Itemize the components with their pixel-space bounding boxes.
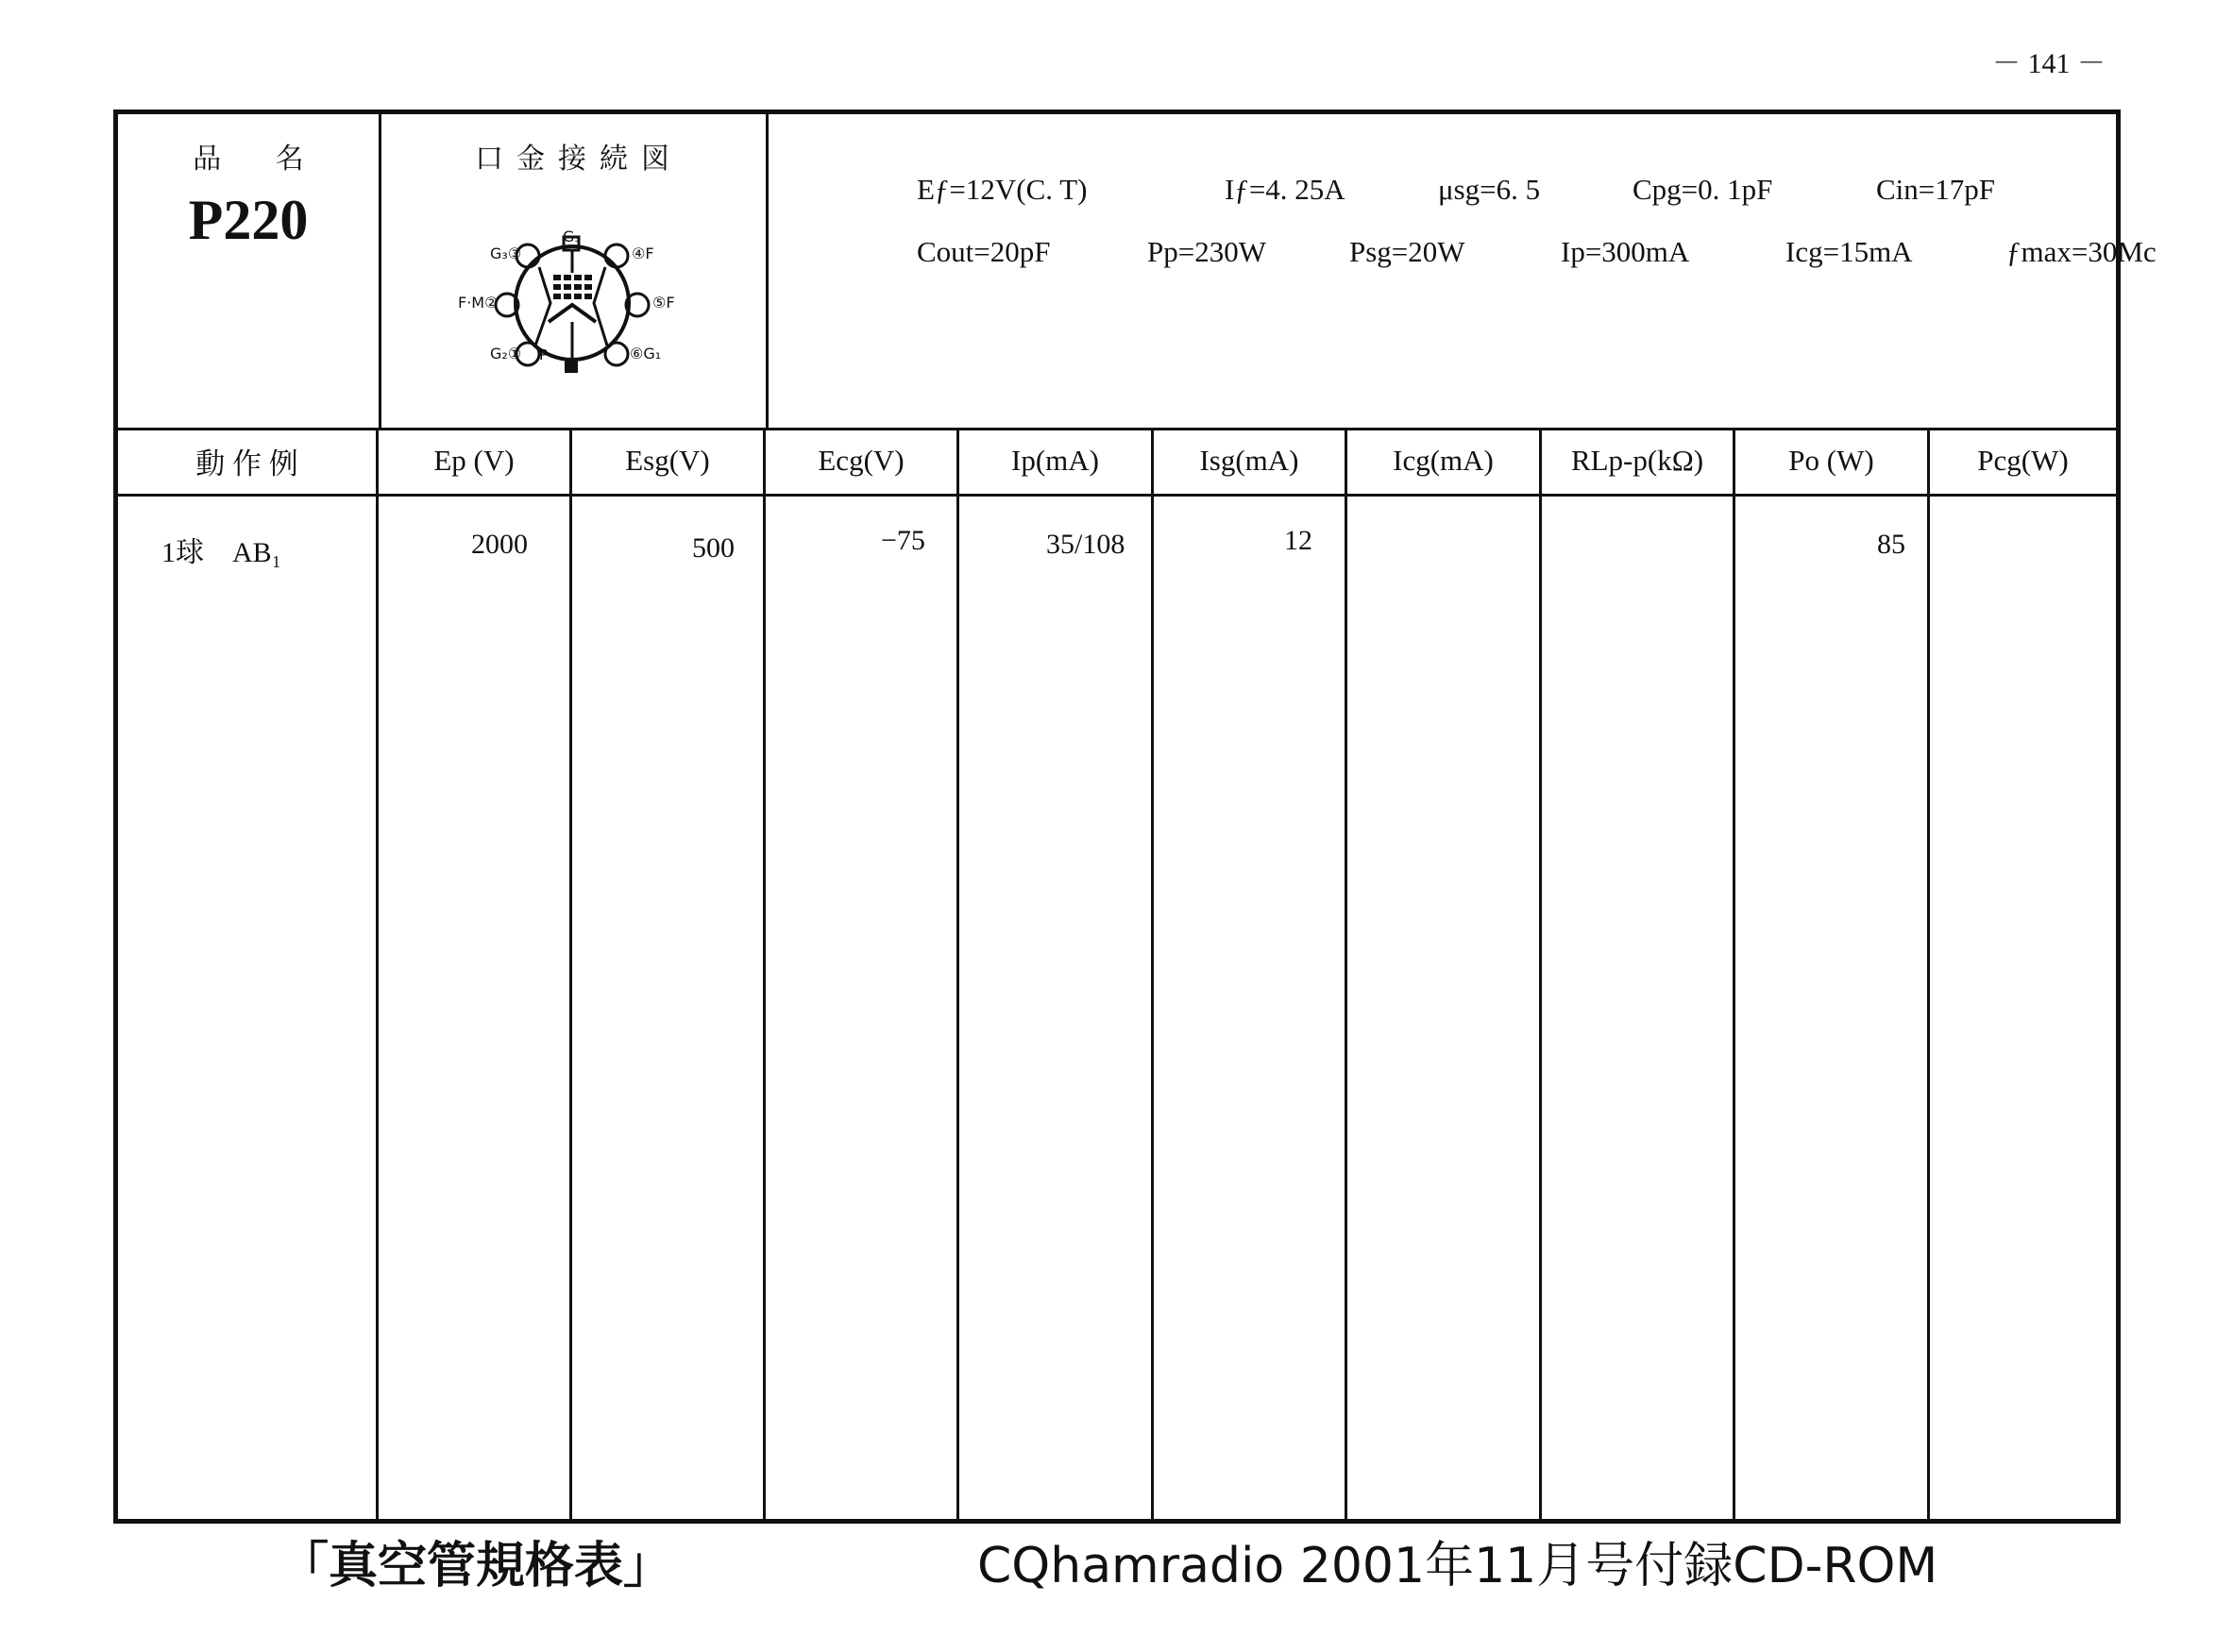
pin-label-2: F·M② [458, 294, 499, 312]
spec-cout: Cout=20pF [917, 235, 1051, 268]
cell-ecg [766, 497, 959, 1519]
tube-name: P220 [188, 189, 309, 251]
header-rl: RLp-p(kΩ) [1542, 428, 1735, 494]
base-diagram-cell [379, 114, 769, 428]
spec-pp: Pp=230W [1147, 235, 1266, 268]
header-icg: Icg(mA) [1347, 428, 1542, 494]
footer-title: 「真空管規格表」 [279, 1538, 673, 1594]
cell-pcg [1930, 497, 2116, 1519]
value-ecg: −75 [881, 525, 925, 556]
pin-label-3: G₃③ [490, 244, 522, 262]
diagram-label: 口金接続図 [475, 143, 683, 176]
header-esg: Esg(V) [572, 428, 766, 494]
header-ecg: Ecg(V) [766, 428, 959, 494]
cell-rl [1542, 497, 1735, 1519]
footer-source: CQhamradio 2001年11月号付録CD-ROM [977, 1538, 1938, 1594]
spec-ip: Ip=300mA [1561, 235, 1690, 268]
spec-musg: μsg=6. 5 [1438, 173, 1541, 206]
value-isg: 12 [1284, 525, 1312, 556]
page-number: － 141 － [1992, 48, 2106, 79]
operation-mode: 1球 AB₁ [161, 537, 282, 568]
pin-label-top: G₃ [563, 228, 581, 245]
value-esg: 500 [692, 532, 735, 564]
value-po: 85 [1877, 529, 1905, 560]
pin-label-1: G₂① [490, 345, 522, 362]
tube-info-row [118, 114, 2157, 430]
cell-icg [1347, 497, 1542, 1519]
name-label: 品 名 [193, 143, 327, 176]
cell-ep [379, 497, 572, 1519]
spec-ef: Eƒ=12V(C. T) [917, 173, 1088, 206]
cell-isg [1154, 497, 1347, 1519]
spec-cpg: Cpg=0. 1pF [1632, 173, 1773, 206]
spec-fmax: ƒmax=30Mc [2006, 235, 2157, 268]
value-ep: 2000 [471, 529, 528, 560]
ratings-cell [766, 114, 2157, 428]
pin-label-5: ⑤F [652, 294, 675, 312]
name-cell [118, 114, 381, 428]
operating-header-row [118, 428, 2116, 497]
header-operation: 動 作 例 [118, 428, 379, 494]
spec-sheet [113, 110, 2157, 1524]
cell-po [1735, 497, 1930, 1519]
spec-cin: Cin=17pF [1876, 173, 1996, 206]
cell-ip [959, 497, 1154, 1519]
pin-label-4: ④F [632, 244, 654, 262]
header-ip: Ip(mA) [959, 428, 1154, 494]
cell-esg [572, 497, 766, 1519]
spec-psg: Psg=20W [1349, 235, 1465, 268]
header-po: Po (W) [1735, 428, 1930, 494]
header-pcg: Pcg(W) [1977, 444, 2069, 477]
header-isg: Isg(mA) [1154, 428, 1347, 494]
spec-if: Iƒ=4. 25A [1225, 173, 1345, 206]
operating-data-row [118, 497, 2116, 1519]
value-ip: 35/108 [1046, 529, 1125, 560]
header-ep: Ep (V) [379, 428, 572, 494]
cell-operation [118, 497, 379, 1519]
svg-text:P: P [539, 346, 549, 363]
pin-label-6: ⑥G₁ [630, 345, 662, 362]
spec-icg: Icg=15mA [1785, 235, 1913, 268]
